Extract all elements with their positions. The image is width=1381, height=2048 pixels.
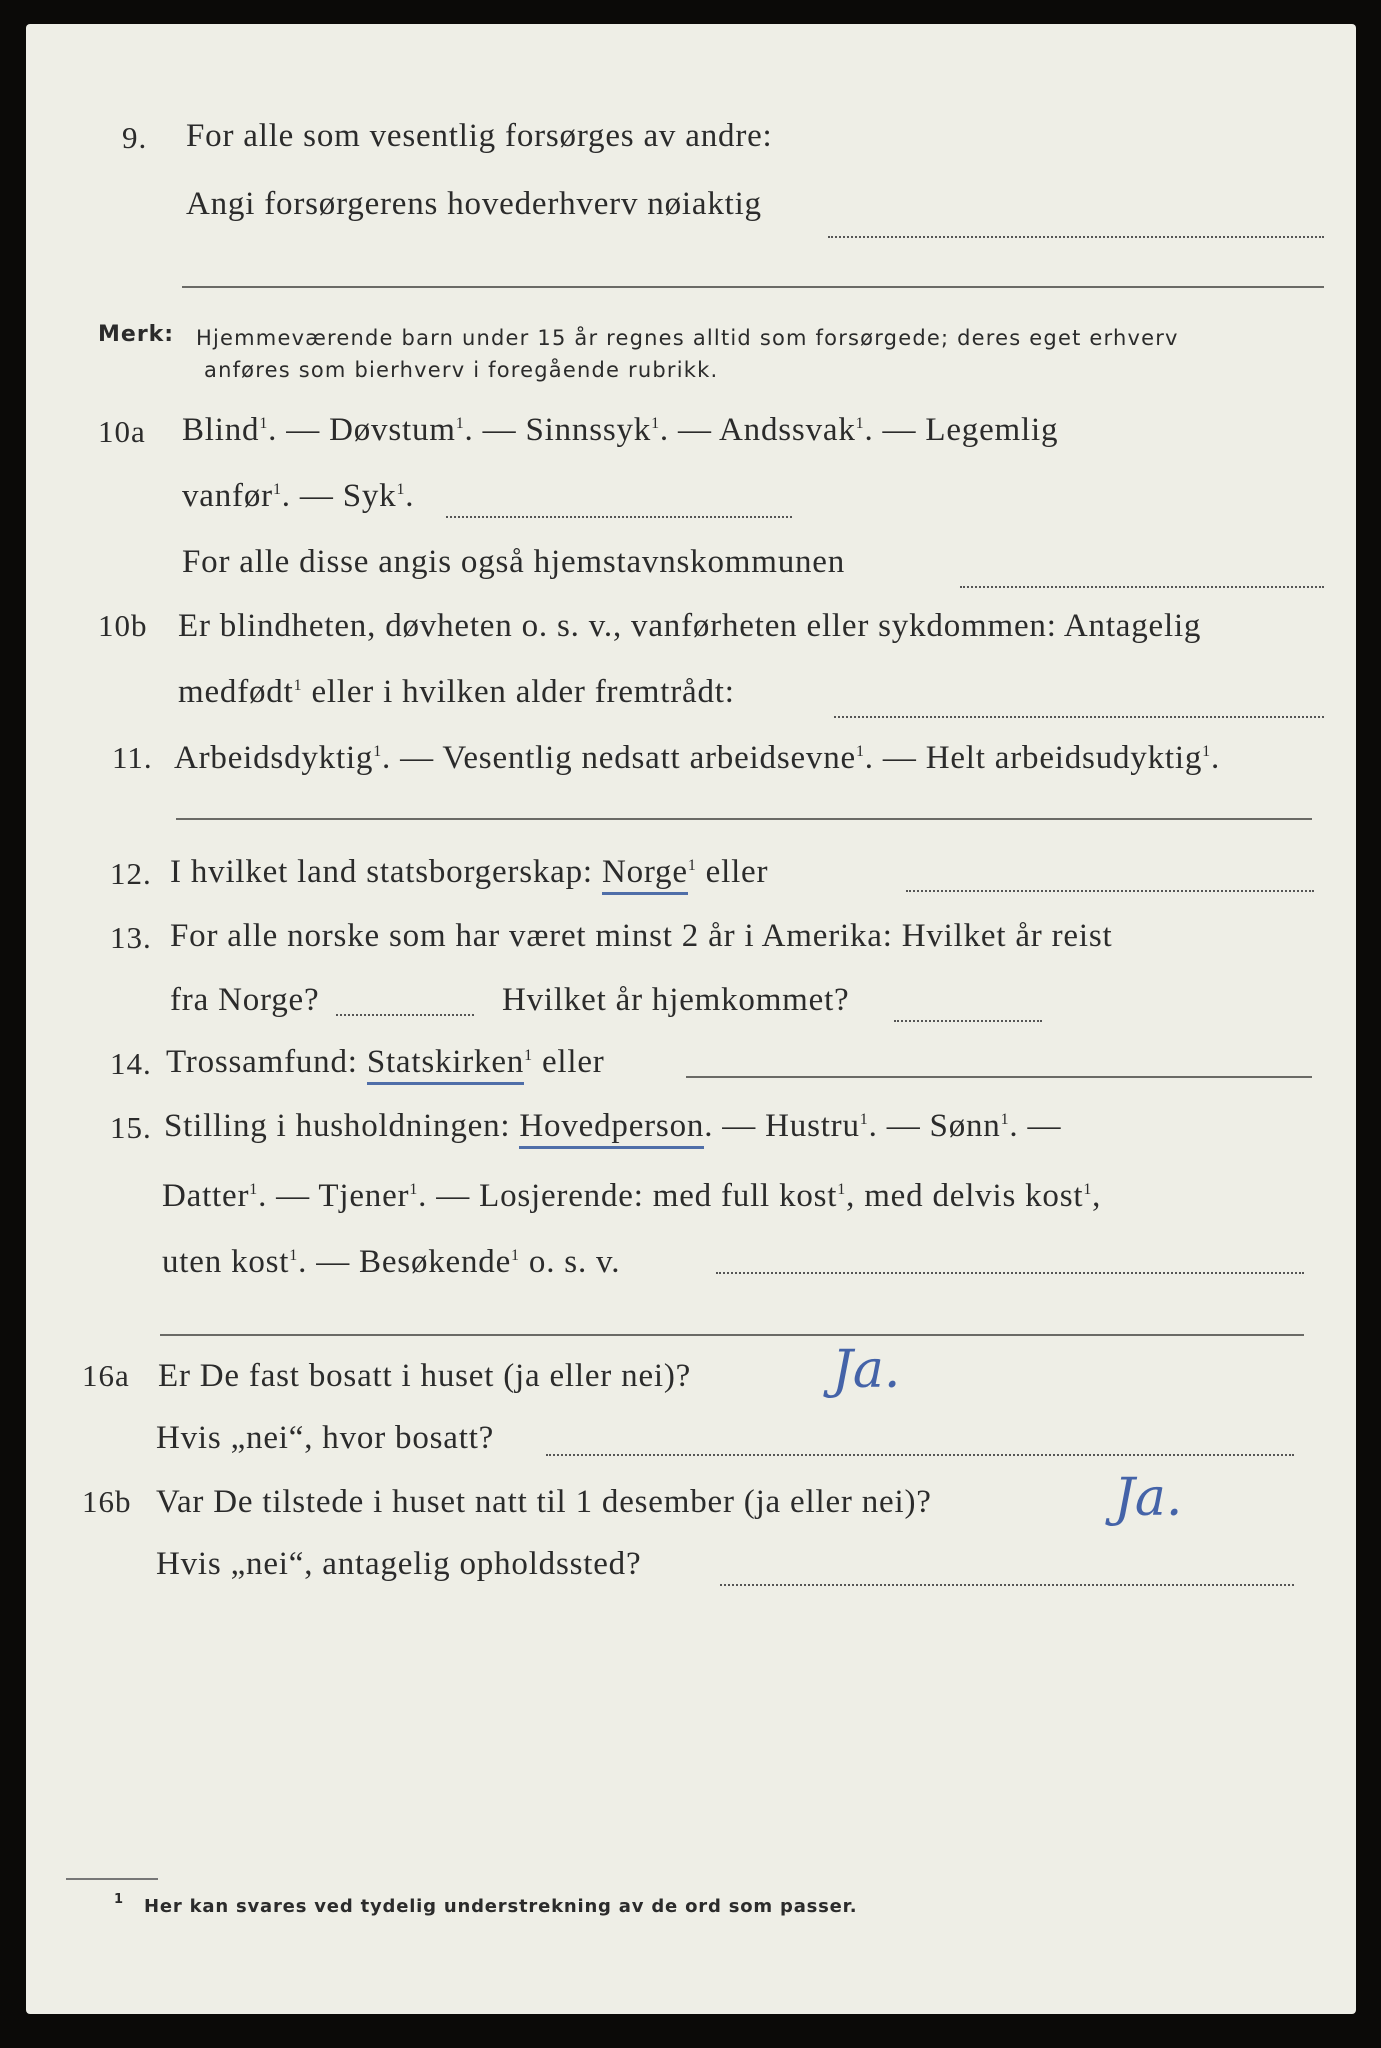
merk-label: Merk:	[98, 322, 175, 347]
q16a-line1: Er De fast bosatt i huset (ja eller nei)?	[158, 1358, 692, 1394]
q12-line1: I hvilket land statsborgerskap: Norge$^1$ eller	[170, 854, 768, 891]
q15-line1: Stilling i husholdningen: Hovedperson. — Hustru$^1$. — Sønn$^1$. —	[164, 1108, 1061, 1145]
q10b-line1: Er blindheten, døvheten o. s. v., vanførheten eller sykdommen: Antagelig	[178, 608, 1202, 644]
q13-reist-field[interactable]	[336, 1014, 474, 1016]
footnote-text: Her kan svares ved tydelig understrekning av de ord som passer.	[144, 1896, 858, 1917]
q12-number: 12.	[110, 856, 152, 891]
q9-answer-field[interactable]	[828, 236, 1324, 238]
q10a-syk-field[interactable]	[446, 516, 792, 518]
footnote-divider	[66, 1878, 158, 1880]
q10a-line1: Blind$^1$. — Døvstum$^1$. — Sinnssyk$^1$. — Andssvak$^1$. — Legemlig	[182, 412, 1059, 448]
q16b-opholdssted-field[interactable]	[720, 1584, 1294, 1586]
q14-line1: Trossamfund: Statskirken$^1$ eller	[166, 1044, 605, 1081]
q15-number: 15.	[110, 1110, 152, 1145]
q11-number: 11.	[112, 740, 153, 775]
q13-line1: For alle norske som har været minst 2 år i Amerika: Hvilket år reist	[170, 918, 1113, 954]
merk-line1: Hjemmeværende barn under 15 år regnes alltid som forsørgede; deres eget erhverv	[196, 326, 1179, 350]
q16a-line2: Hvis „nei“, hvor bosatt?	[156, 1420, 495, 1456]
q13-hjemkommet-field[interactable]	[894, 1020, 1042, 1022]
q16b-handwritten-answer: Ja.	[1114, 1468, 1183, 1528]
q10b-number: 10b	[98, 608, 148, 643]
q16a-handwritten-answer: Ja.	[832, 1340, 901, 1400]
q10b-answer-field[interactable]	[834, 716, 1324, 718]
q9-line2: Angi forsørgerens hovederhverv nøiaktig	[186, 186, 762, 222]
q15-answer-line2[interactable]	[160, 1334, 1304, 1336]
q15-answer-field[interactable]	[716, 1272, 1304, 1274]
q11-answer-line[interactable]	[176, 818, 1312, 820]
q15-line2: Datter$^1$. — Tjener$^1$. — Losjerende: med full kost$^1$, med delvis kost$^1$,	[162, 1178, 1102, 1214]
q11-line1: Arbeidsdyktig$^1$. — Vesentlig nedsatt arbeidsevne$^1$. — Helt arbeidsudyktig$^1$.	[174, 740, 1221, 776]
q14-statskirken-underlined: Statskirken	[367, 1044, 524, 1085]
q13-line2a: fra Norge?	[170, 982, 320, 1018]
census-form-page	[26, 24, 1356, 2014]
footnote-mark: 1	[114, 1892, 124, 1907]
q10b-line2: medfødt$^1$ eller i hvilken alder fremtrådt:	[178, 674, 735, 710]
q16a-bosatt-field[interactable]	[546, 1454, 1294, 1456]
q15-line3: uten kost$^1$. — Besøkende$^1$ o. s. v.	[162, 1244, 621, 1280]
q13-number: 13.	[110, 920, 152, 955]
q10a-line3: For alle disse angis også hjemstavnskommunen	[182, 544, 846, 580]
merk-line2: anføres som bierhverv i foregående rubrikk.	[204, 358, 719, 382]
q10a-number: 10a	[98, 414, 146, 449]
q16a-number: 16a	[82, 1358, 130, 1393]
q12-answer-field[interactable]	[906, 890, 1314, 892]
q13-line2b: Hvilket år hjemkommet?	[502, 982, 850, 1018]
q9-line1: For alle som vesentlig forsørges av andre:	[186, 118, 773, 154]
q10a-line2: vanfør$^1$. — Syk$^1$.	[182, 478, 415, 514]
q9-answer-line2[interactable]	[182, 286, 1324, 288]
q16b-line1: Var De tilstede i huset natt til 1 desember (ja eller nei)?	[156, 1484, 932, 1520]
q14-number: 14.	[110, 1046, 152, 1081]
q16b-line2: Hvis „nei“, antagelig opholdssted?	[156, 1546, 642, 1582]
q16b-number: 16b	[82, 1484, 132, 1519]
q15-hovedperson-underlined: Hovedperson	[519, 1108, 704, 1149]
q9-number: 9.	[122, 120, 148, 155]
q12-norge-underlined: Norge	[602, 854, 688, 895]
q10a-kommune-field[interactable]	[960, 586, 1324, 588]
q14-answer-line[interactable]	[686, 1076, 1312, 1078]
